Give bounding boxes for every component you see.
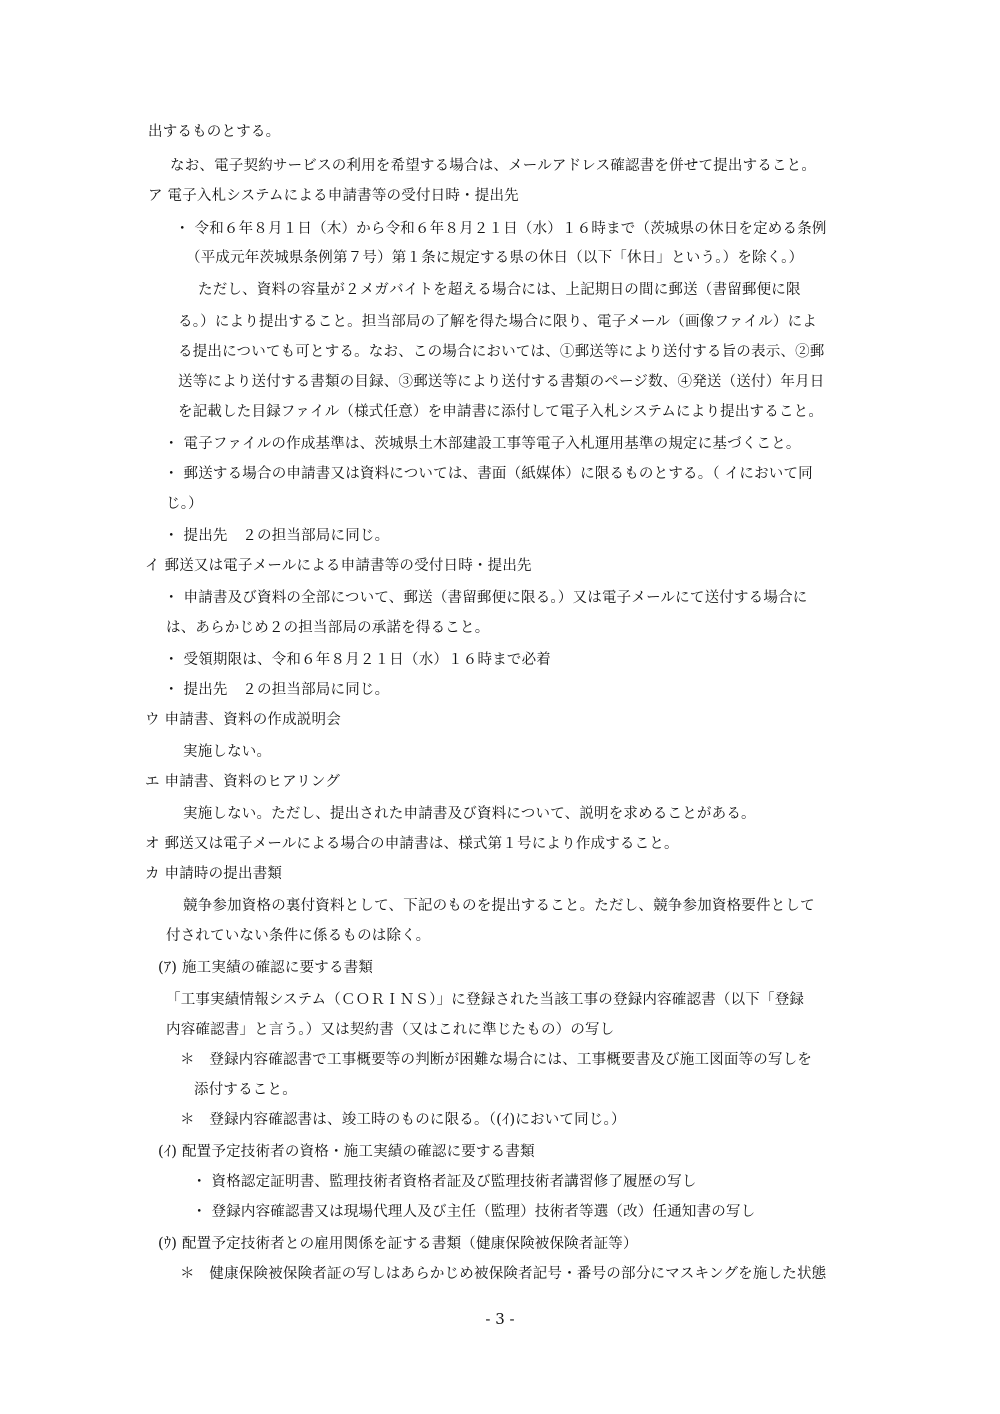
bullet-line: ・ 令和６年８月１日（木）から令和６年８月２１日（水）１６時まで（茨城県の休日を定める条例	[175, 221, 827, 237]
text-line: 付されていない条件に係るものは除く。	[166, 928, 431, 944]
bullet-line: ・ 電子ファイルの作成基準は、茨城県土木部建設工事等電子入札運用基準の規定に基づくこと。	[164, 436, 801, 452]
bullet-line: ・ 登録内容確認書又は現場代理人及び主任（監理）技術者等選（改）任通知書の写し	[192, 1204, 756, 1220]
text-line: を記載した目録ファイル（様式任意）を申請書に添付して電子入札システムにより提出すること。	[178, 404, 824, 420]
text-line: （平成元年茨城県条例第７号）第１条に規定する県の休日（以下「休日」という。）を除く。）	[186, 250, 804, 266]
text-line: ただし、資料の容量が２メガバイトを超える場合には、上記期日の間に郵送（書留郵便に限	[198, 282, 801, 298]
bullet-line: ・ 提出先 ２の担当部局に同じ。	[164, 528, 390, 544]
note-line: ＊ 健康保険被保険者証の写しはあらかじめ被保険者記号・番号の部分にマスキングを施した状態	[180, 1266, 827, 1282]
heading-i: イ 郵送又は電子メールによる申請書等の受付日時・提出先	[145, 558, 532, 574]
bullet-line: ・ 提出先 ２の担当部局に同じ。	[164, 682, 390, 698]
text-line: 競争参加資格の裏付資料として、下記のものを提出すること。ただし、競争参加資格要件として	[183, 898, 815, 914]
subheading-i: (ｲ) 配置予定技術者の資格・施工実績の確認に要する書類	[158, 1144, 535, 1160]
note-line: ＊ 登録内容確認書は、竣工時のものに限る。（(ｲ)において同じ。）	[180, 1112, 626, 1128]
heading-a: ア 電子入札システムによる申請書等の受付日時・提出先	[148, 188, 519, 204]
text-line: る提出についても可とする。なお、この場合においては、①郵送等により送付する旨の表示、②郵	[178, 344, 825, 360]
heading-u: ウ 申請書、資料の作成説明会	[145, 712, 341, 728]
text-line: 「工事実績情報システム（ＣＯＲＩＮＳ）」に登録された当該工事の登録内容確認書（以下「登録	[166, 992, 805, 1008]
text-line: る。）により提出すること。担当部局の了解を得た場合に限り、電子メール（画像ファイル）によ	[178, 314, 817, 330]
subheading-u: (ｳ) 配置予定技術者との雇用関係を証する書類（健康保険被保険者証等）	[158, 1236, 638, 1252]
text-line: 添付すること。	[194, 1082, 297, 1098]
bullet-line: ・ 受領期限は、令和６年８月２１日（水）１６時まで必着	[164, 652, 552, 668]
text-line: 実施しない。ただし、提出された申請書及び資料について、説明を求めることがある。	[183, 806, 756, 822]
heading-ka: カ 申請時の提出書類	[145, 866, 283, 882]
text-line: 内容確認書」と言う。）又は契約書（又はこれに準じたもの）の写し	[166, 1022, 615, 1038]
heading-e: エ 申請書、資料のヒアリング	[145, 774, 341, 790]
bullet-line: ・ 資格認定証明書、監理技術者資格者証及び監理技術者講習修了履歴の写し	[192, 1174, 697, 1190]
text-line: は、あらかじめ２の担当部局の承諾を得ること。	[166, 620, 490, 636]
page-number: - 3 -	[485, 1310, 515, 1328]
subheading-a: (ｱ) 施工実績の確認に要する書類	[158, 960, 374, 976]
text-line: 送等により送付する書類の目録、③郵送等により送付する書類のページ数、④発送（送付）年月日	[178, 374, 825, 390]
bullet-line: ・ 申請書及び資料の全部について、郵送（書留郵便に限る。）又は電子メールにて送付する場合に	[164, 590, 808, 606]
text-line: じ。）	[166, 496, 203, 512]
bullet-line: ・ 郵送する場合の申請書又は資料については、書面（紙媒体）に限るものとする。（ イにおいて同	[164, 466, 813, 482]
heading-o: オ 郵送又は電子メールによる場合の申請書は、様式第１号により作成すること。	[145, 836, 679, 852]
text-line: 出するものとする。	[148, 124, 281, 140]
text-line: なお、電子契約サービスの利用を希望する場合は、メールアドレス確認書を併せて提出すること。	[170, 158, 817, 174]
text-line: 実施しない。	[183, 744, 272, 760]
note-line: ＊ 登録内容確認書で工事概要等の判断が困難な場合には、工事概要書及び施工図面等の写しを	[180, 1052, 813, 1068]
